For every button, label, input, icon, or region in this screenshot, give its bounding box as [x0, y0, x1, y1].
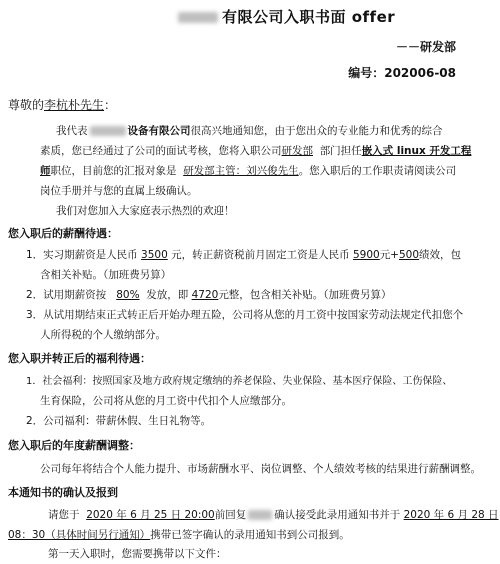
- text: 部门担任: [319, 145, 362, 157]
- offer-title: [0, 6, 500, 27]
- text: 我代表: [56, 125, 88, 137]
- report-date: 2020 年 6 月 28 日: [403, 509, 499, 521]
- job-title-cont: 师: [40, 165, 51, 177]
- text: 很高兴地通知您，由于您出众的专业能力和优秀的综合: [190, 125, 443, 137]
- welfare-item-2: 2．公司福利：带薪休假、生日礼物等。: [26, 415, 212, 427]
- text: 元整，包含相关补贴。（加班费另算）: [218, 289, 392, 301]
- body-line-3: [40, 162, 456, 181]
- text: 前回复: [214, 509, 247, 521]
- text: 2．试用期薪资按: [26, 289, 107, 301]
- body-line-2: [40, 142, 471, 161]
- job-title: 嵌入式 linux 开发工程: [361, 145, 472, 157]
- intern-salary: 3500: [141, 249, 168, 261]
- greeting-line: [8, 96, 116, 113]
- confirm-line-1: [48, 506, 499, 525]
- confirm-line-2: [8, 526, 350, 545]
- adjust-heading: 您入职后的年度薪酬调整：: [8, 439, 140, 452]
- greeting-prefix: 尊敬的: [8, 98, 45, 112]
- text: 。您入职后的工作职责请阅读公司: [298, 165, 457, 177]
- text: 元，转正薪资税前月固定工资是人民币: [171, 249, 350, 261]
- report-time: 08：30（具体时间另行通知）: [8, 529, 151, 541]
- salary-item-3-line2: 人所得税的个人缴纳部分。: [40, 329, 166, 341]
- text: 职位，目前您的汇报对象是: [50, 165, 177, 177]
- document-number: 编号：202006-08: [348, 66, 456, 80]
- adjust-body: 公司每年将结合个人能力提升、市场薪酬水平、岗位调整、个人绩效考核的结果进行薪酬调整。: [40, 463, 481, 475]
- redacted-text: [90, 126, 126, 136]
- candidate-name: 李杭朴先生: [44, 98, 105, 112]
- redacted-text: [248, 510, 272, 520]
- text: 请您于: [48, 509, 80, 521]
- salary-item-1-line2: 含相关补贴。（加班费另算）: [40, 269, 172, 281]
- body-line-4: 岗位手册并与您的直属上级确认。: [40, 185, 198, 197]
- title-text: 有限公司入职书面 offer: [222, 8, 396, 26]
- text: 确认接受此录用通知书并于: [274, 509, 401, 521]
- department-name: 研发部: [281, 145, 313, 157]
- greeting-suffix: ：: [104, 98, 117, 112]
- welfare-item-1: 1．社会福利：按照国家及地方政府规定缴纳的养老保险、失业保险、基本医疗保险、工伤保险、: [26, 376, 453, 387]
- probation-salary: 4720: [191, 289, 219, 301]
- salary-heading: 您入职后的薪酬待遇：: [8, 227, 118, 240]
- body-line-1: [56, 122, 443, 141]
- confirm-line-3: 第一天入职时，您需要携带以下文件：: [48, 548, 227, 560]
- confirm-heading: 本通知书的确认及报到: [8, 486, 118, 499]
- regular-salary: 5900: [352, 249, 380, 261]
- text: 1．实习期薪资是人民币: [26, 249, 138, 261]
- salary-item-1: [26, 246, 461, 265]
- text: 素质，您已经通过了公司的面试考核，您将入职公司: [40, 145, 282, 157]
- text: 绩效，包: [419, 249, 462, 261]
- welfare-item-1-line2: 生育保险，公司将从您的月工资中代扣个人应缴部分。: [40, 395, 292, 407]
- text: 元+: [379, 249, 399, 261]
- reply-deadline: 2020 年 6 月 25 日 20:00: [86, 509, 215, 521]
- text: 携带已签字确认的录用通知书到公司报到。: [150, 529, 350, 541]
- department-label: －－研发部: [395, 40, 456, 54]
- supervisor: 研发部主管：刘兴俊先生: [183, 165, 299, 177]
- redacted-company-name: [178, 12, 218, 23]
- text: 发放，即: [146, 289, 189, 301]
- salary-item-2: [26, 286, 392, 305]
- salary-item-3: 3．从试用期结束正式转正后开始办理五险，公司将从您的月工资中按国家劳动法规定代扣您个: [26, 309, 464, 321]
- body-line-5: 我们对您加入大家庭表示热烈的欢迎！: [56, 205, 235, 217]
- probation-percent: 80%: [116, 289, 140, 301]
- bonus: 500: [399, 249, 420, 261]
- company-name: 设备有限公司: [127, 125, 191, 137]
- welfare-heading: 您入职并转正后的福利待遇：: [8, 352, 151, 365]
